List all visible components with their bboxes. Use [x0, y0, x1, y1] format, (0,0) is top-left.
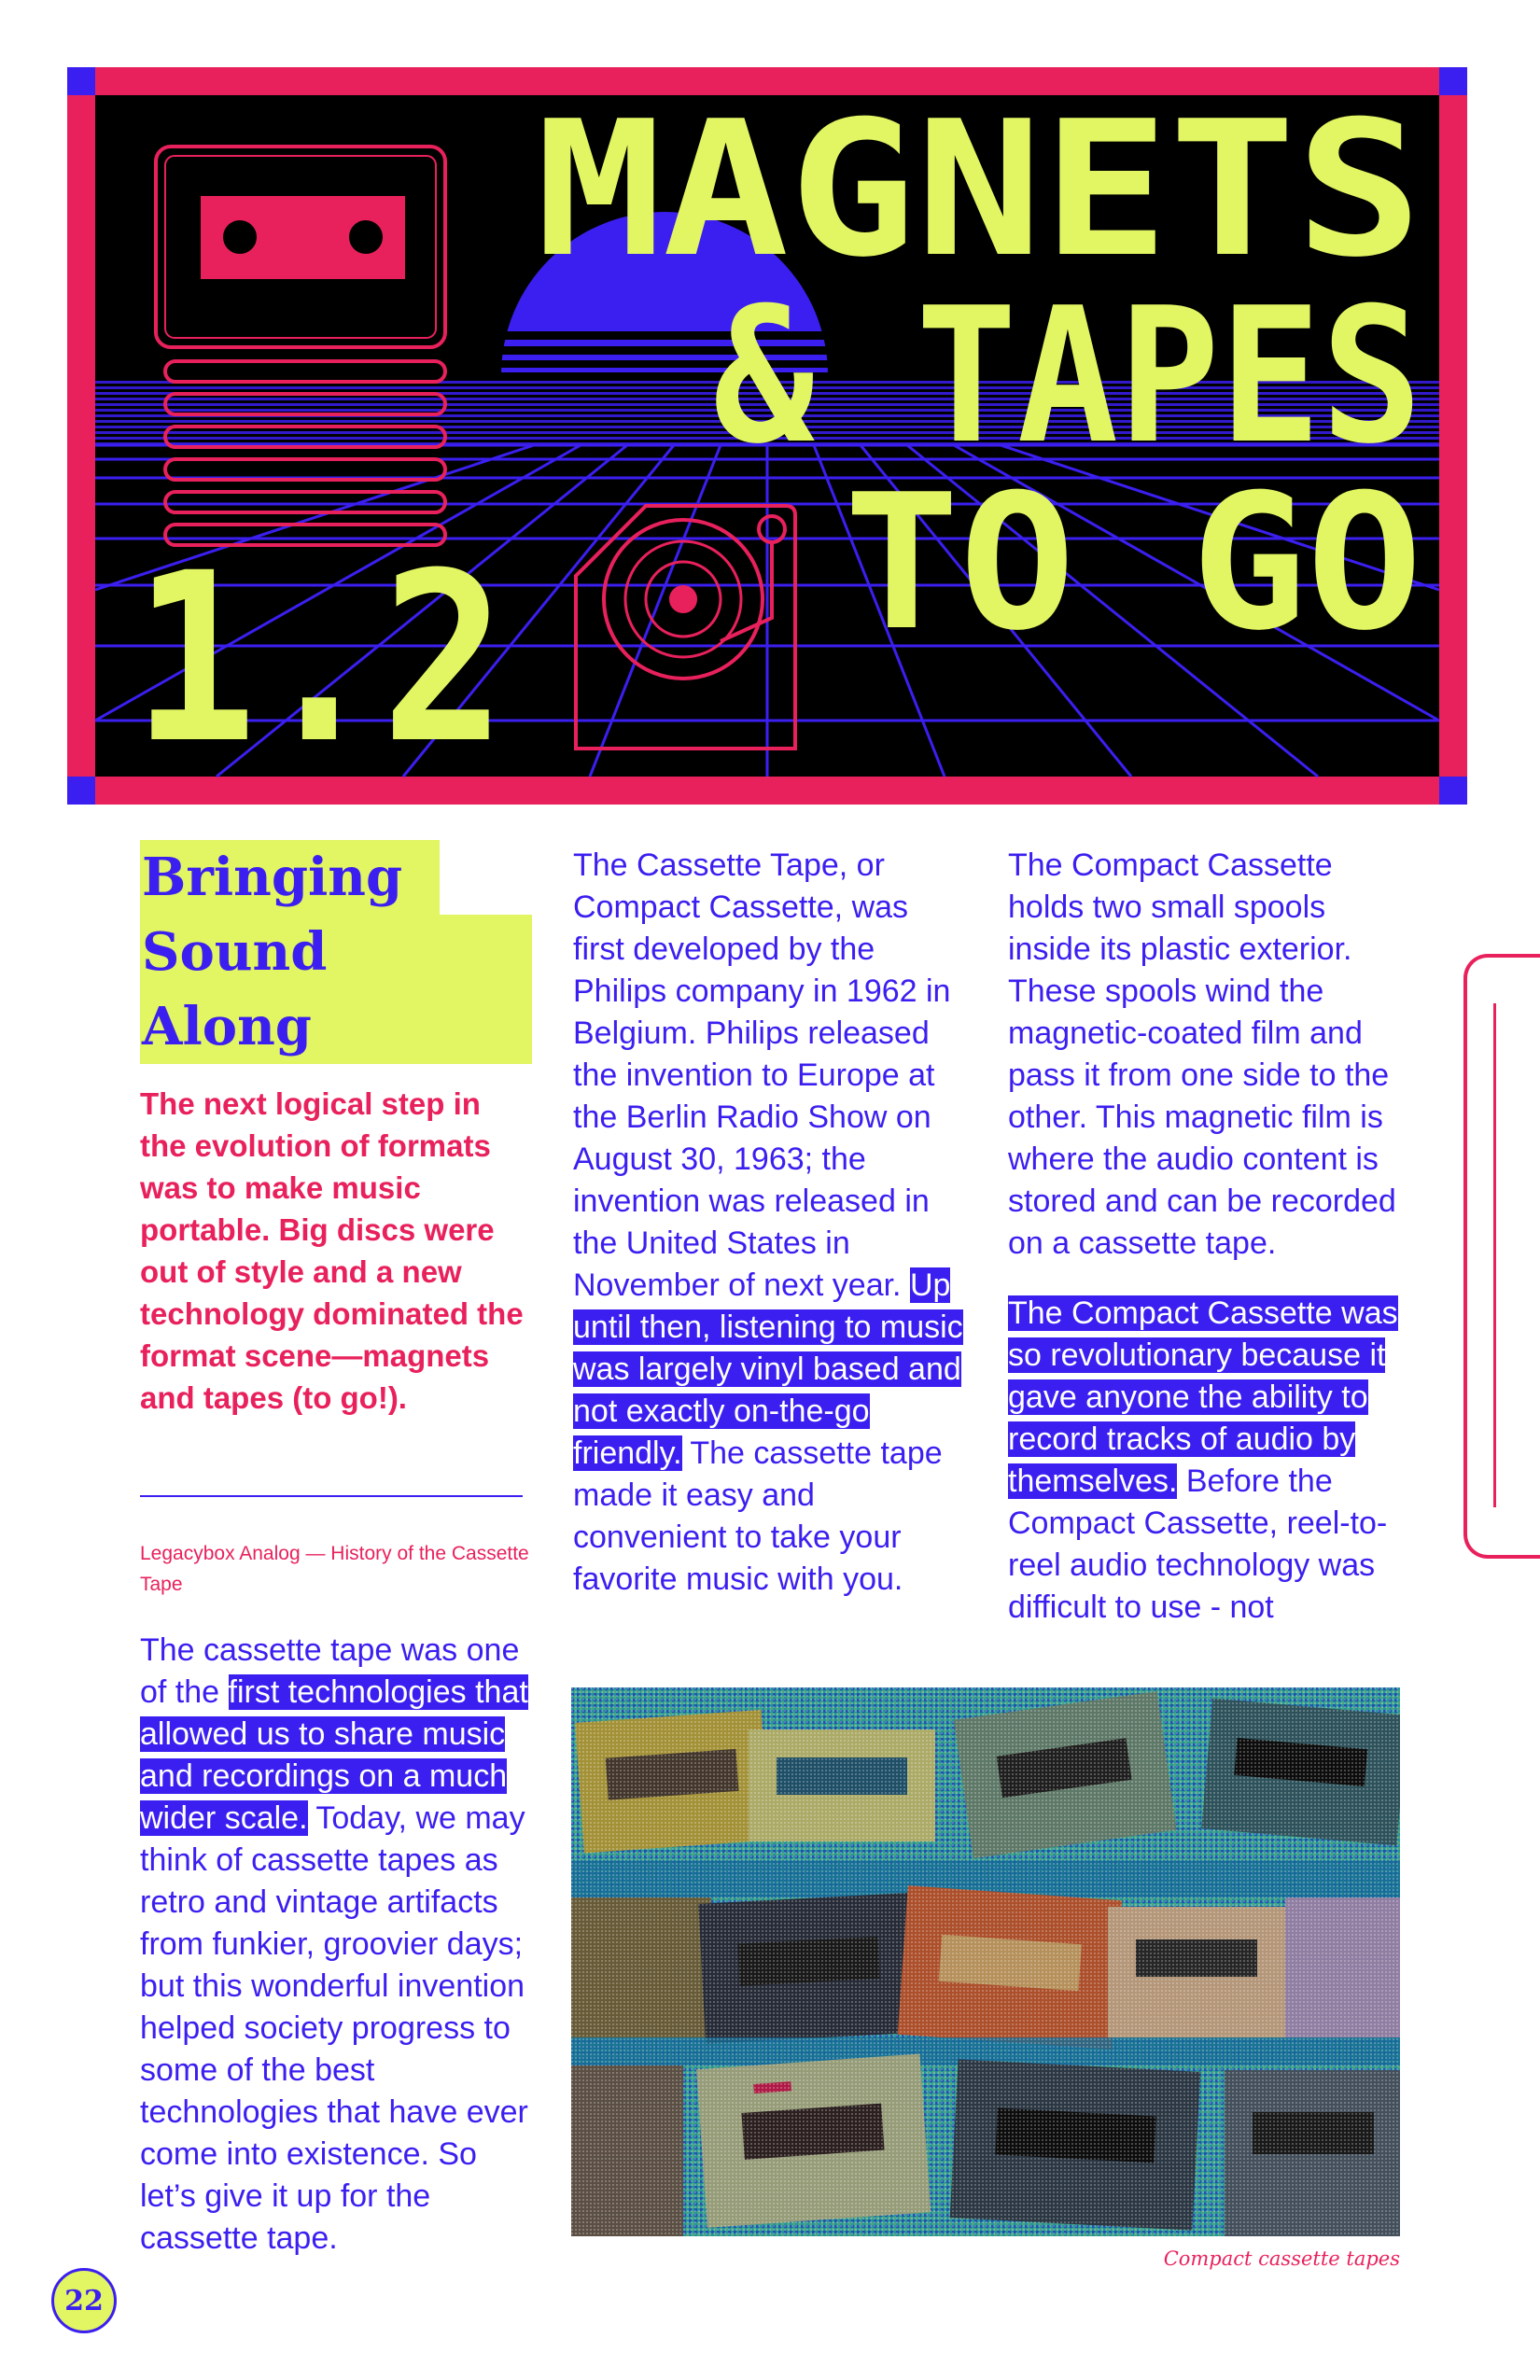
section-heading	[140, 840, 532, 1064]
body-text: The cassette tape was one of the	[140, 1632, 520, 1710]
body-paragraph-right-2	[1008, 1293, 1409, 1629]
lead-paragraph: The next logical step in the evolution of formats was to make music portable. Big discs were out of style and a new technology dominated the format scene—magnets and tapes (to go!).	[140, 1086, 524, 1415]
banner-title-line-2: & TAPES	[713, 268, 1422, 485]
highlighted-text: first technologies that allowed us to share music and recordings on a much wider scale.	[140, 1674, 528, 1836]
body-text: Before the Compact Cassette, reel-to-reel audio technology was difficult to use - not	[1008, 1463, 1388, 1625]
heading-line-2: Sound Along	[140, 915, 532, 1064]
column-middle	[573, 845, 965, 1601]
divider	[140, 1495, 523, 1497]
heading-line-1: Bringing	[140, 840, 440, 915]
photo-caption: Compact cassette tapes	[1163, 2247, 1400, 2270]
body-paragraph-middle	[573, 845, 965, 1601]
sidebar-frame	[1463, 954, 1540, 1559]
banner-title-line-3: TO GO	[844, 455, 1422, 672]
chapter-number: 1.2	[133, 523, 506, 794]
body-text: Today, we may think of cassette tapes as retro and vintage artifacts from funkier, groovier days; but this wonderful invention helped society progress to some of the best technologies that have ever come into existence. So let’s give it up for the cassette tape.	[140, 1800, 528, 2256]
column-right	[1008, 845, 1409, 1629]
body-paragraph-left	[140, 1630, 532, 2260]
highlighted-text: The Compact Cassette was so revolutionary because it gave anyone the ability to record tracks of audio by themselves.	[1008, 1295, 1398, 1499]
column-left	[140, 840, 532, 2260]
sidebar-rule	[1493, 1003, 1496, 1507]
banner-title-line-1: MAGNETS	[536, 81, 1422, 299]
body-paragraph-right-1: The Compact Cassette holds two small spools inside its plastic exterior. These spools wind the magnetic-coated film and pass it from one side to the other. This magnetic film is where the audio content is stored and can be recorded on a cassette tape.	[1008, 847, 1396, 1261]
source-credit: Legacybox Analog — History of the Cassette Tape	[140, 1543, 529, 1595]
header-banner	[67, 67, 1467, 805]
body-text: The Cassette Tape, or Compact Cassette, was first developed by the Philips company in 1962 in Belgium. Philips released the invention to Europe at the Berlin Radio Show on August 30, 1963; the invention was released in the United States in November of next year.	[573, 847, 951, 1303]
body-text: The cassette tape made it easy and convenient to take your favorite music with you.	[573, 1435, 943, 1597]
highlighted-text: Up until then, listening to music was largely vinyl based and not exactly on-the-go friendly.	[573, 1267, 963, 1471]
cassette-tapes-photo	[571, 1687, 1400, 2236]
page-number: 22	[51, 2268, 117, 2333]
